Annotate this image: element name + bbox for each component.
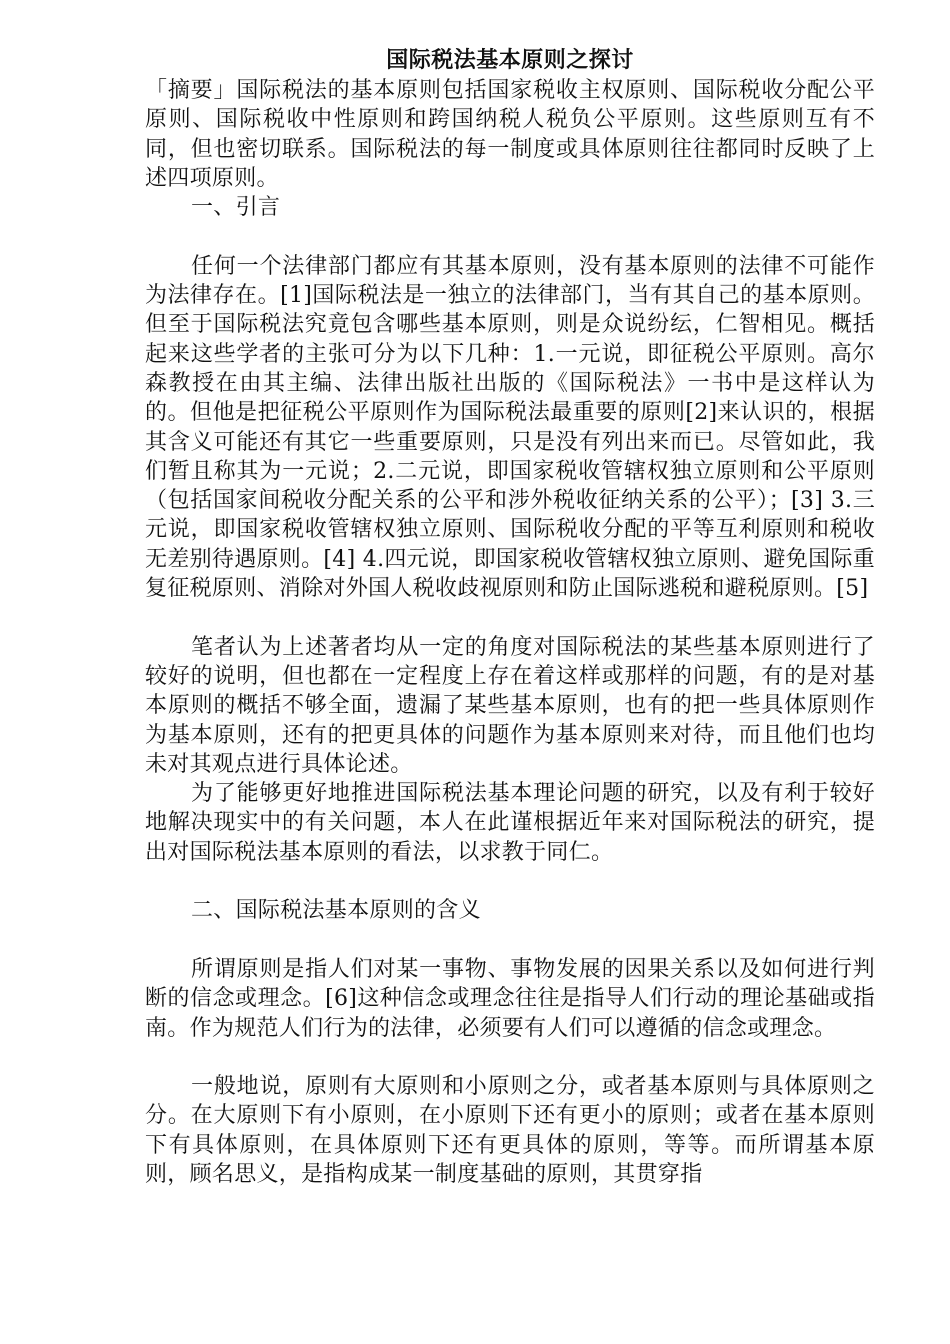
abstract-paragraph: 「摘要」国际税法的基本原则包括国家税收主权原则、国际税收分配公平原则、国际税收中性原则和跨国纳税人税负公平原则。这些原则互有不同，但也密切联系。国际税法的每一制度或具体原则往往都同时反映了上述四项原则。 [145, 78, 875, 191]
body-paragraph: 笔者认为上述著者均从一定的角度对国际税法的某些基本原则进行了较好的说明，但也都在一定程度上存在着这样或那样的问题，有的是对基本原则的概括不够全面，遗漏了某些基本原则，也有的把一些具体原则作为基本原则，还有的把更具体的问题作为基本原则来对待，而且他们也均未对其观点进行具体论述。 [145, 634, 875, 777]
body-paragraph: 为了能够更好地推进国际税法基本理论问题的研究，以及有利于较好地解决现实中的有关问题，本人在此谨根据近年来对国际税法的研究，提出对国际税法基本原则的看法，以求教于同仁。 [145, 781, 875, 865]
section-heading-meaning: 二、国际税法基本原则的含义 [191, 898, 481, 924]
body-paragraph: 所谓原则是指人们对某一事物、事物发展的因果关系以及如何进行判断的信念或理念。[6]这种信念或理念往往是指导人们行动的理论基础或指南。作为规范人们行为的法律，必须要有人们可以遵循的信念或理念。 [145, 956, 875, 1041]
paragraph-spacer [145, 1043, 875, 1072]
section-heading-introduction: 一、引言 [191, 195, 281, 221]
paragraph-spacer [145, 222, 875, 251]
document-title: 国际税法基本原则之探讨 [386, 47, 634, 73]
paragraph-spacer [145, 867, 875, 896]
document-page [145, 46, 875, 1189]
paragraph-spacer [145, 926, 875, 955]
body-paragraph: 任何一个法律部门都应有其基本原则，没有基本原则的法律不可能作为法律存在。[1]国际税法是一独立的法律部门，当有其自己的基本原则。但至于国际税法究竟包含哪些基本原则，则是众说纷纭，仁智相见。概括起来这些学者的主张可分为以下几种：1.一元说，即征税公平原则。高尔森教授在由其主编、法律出版社出版的《国际税法》一书中是这样认为的。但他是把征税公平原则作为国际税法最重要的原则[2]来认识的，根据其含义可能还有其它一些重要原则，只是没有列出来而已。尽管如此，我们暂且称其为一元说；2.二元说，即国家税收管辖权独立原则和公平原则（包括国家间税收分配关系的公平和涉外税收征纳关系的公平）；[3] 3.三元说，即国家税收管辖权独立原则、国际税收分配的平等互利原则和税收无差别待遇原则。[4] 4.四元说，即国家税收管辖权独立原则、避免国际重复征税原则、消除对外国人税收歧视原则和防止国际逃税和避税原则。[5] [145, 253, 875, 602]
body-paragraph: 一般地说，原则有大原则和小原则之分，或者基本原则与具体原则之分。在大原则下有小原则，在小原则下还有更小的原则；或者在基本原则下有具体原则，在具体原则下还有更具体的原则，等等。而所谓基本原则，顾名思义，是指构成某一制度基础的原则，其贯穿指 [145, 1074, 875, 1187]
paragraph-spacer [145, 603, 875, 632]
